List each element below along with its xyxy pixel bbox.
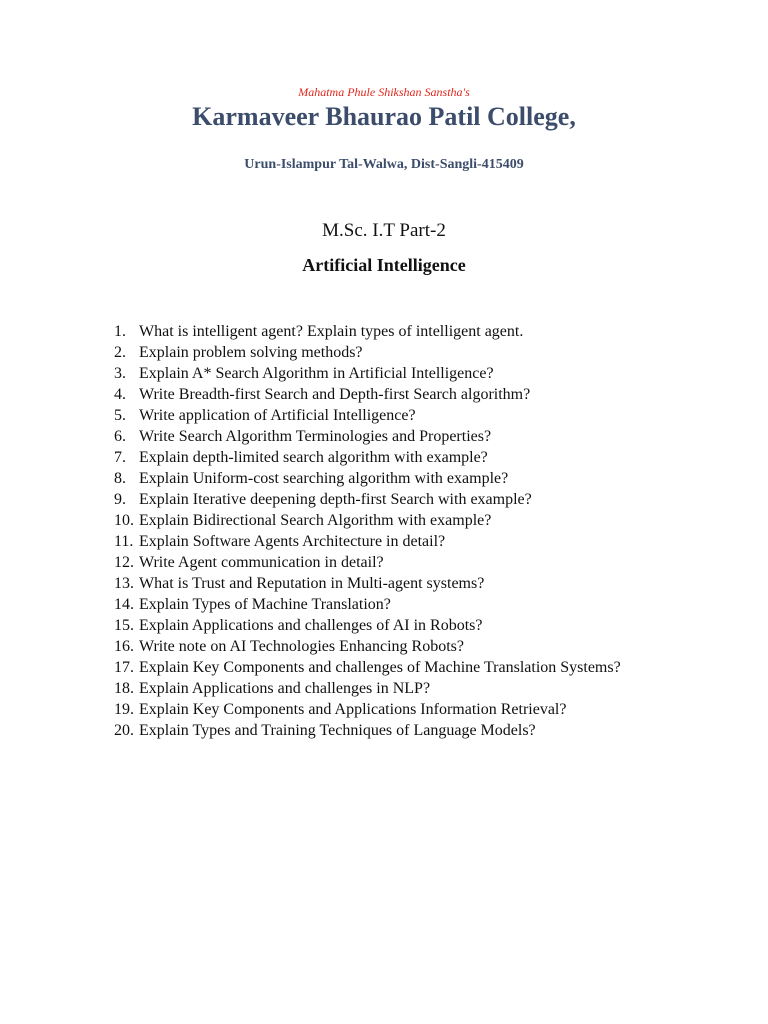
question-text: What is Trust and Reputation in Multi-agent systems? (139, 575, 485, 592)
question-number: 12. (114, 554, 134, 571)
list-item (114, 720, 734, 741)
question-text: Explain Applications and challenges in NLP? (139, 680, 431, 697)
question-number: 16. (114, 638, 134, 655)
question-number: 1. (114, 323, 126, 340)
question-text: Write note on AI Technologies Enhancing Robots? (139, 638, 464, 655)
list-item (114, 426, 734, 447)
list-item (114, 615, 734, 636)
list-item (114, 363, 734, 384)
list-item (114, 657, 734, 678)
subject-title: Artificial Intelligence (302, 255, 466, 275)
question-text: Explain Software Agents Architecture in detail? (139, 533, 446, 550)
question-number: 11. (114, 533, 134, 550)
list-item (114, 594, 734, 615)
question-text: Write application of Artificial Intelligence? (139, 407, 416, 424)
question-text: Explain Types and Training Techniques of Language Models? (139, 722, 536, 739)
question-number: 5. (114, 407, 126, 424)
question-number: 20. (114, 722, 134, 739)
list-item (114, 384, 734, 405)
course-title: M.Sc. I.T Part-2 (322, 220, 446, 241)
list-item (114, 447, 734, 468)
question-number: 6. (114, 428, 126, 445)
college-address: Urun-Islampur Tal-Walwa, Dist-Sangli-415409 (244, 157, 524, 172)
list-item (114, 468, 734, 489)
question-number: 9. (114, 491, 126, 508)
question-number: 13. (114, 575, 134, 592)
question-text: What is intelligent agent? Explain types of intelligent agent. (139, 323, 524, 340)
question-text: Explain problem solving methods? (139, 344, 363, 361)
list-item (114, 573, 734, 594)
question-text: Explain Types of Machine Translation? (139, 596, 391, 613)
question-number: 19. (114, 701, 134, 718)
list-item (114, 552, 734, 573)
question-text: Explain Key Components and challenges of Machine Translation Systems? (139, 659, 621, 676)
list-item (114, 489, 734, 510)
question-number: 10. (114, 512, 134, 529)
question-number: 18. (114, 680, 134, 697)
question-text: Explain Iterative deepening depth-first Search with example? (139, 491, 532, 508)
question-number: 14. (114, 596, 134, 613)
question-number: 8. (114, 470, 126, 487)
question-list (114, 321, 734, 741)
list-item (114, 321, 734, 342)
list-item (114, 636, 734, 657)
question-text: Explain A* Search Algorithm in Artificial Intelligence? (139, 365, 494, 382)
list-item (114, 405, 734, 426)
question-number: 7. (114, 449, 126, 466)
list-item (114, 342, 734, 363)
question-number: 3. (114, 365, 126, 382)
list-item (114, 699, 734, 720)
question-text: Explain depth-limited search algorithm with example? (139, 449, 488, 466)
list-item (114, 510, 734, 531)
question-text: Explain Applications and challenges of AI in Robots? (139, 617, 483, 634)
question-text: Explain Bidirectional Search Algorithm with example? (139, 512, 492, 529)
question-number: 2. (114, 344, 126, 361)
list-item (114, 678, 734, 699)
college-name: Karmaveer Bhaurao Patil College, (192, 102, 576, 131)
question-text: Write Search Algorithm Terminologies and Properties? (139, 428, 492, 445)
question-text: Explain Uniform-cost searching algorithm with example? (139, 470, 509, 487)
question-number: 4. (114, 386, 126, 403)
sanstha-name: Mahatma Phule Shikshan Sanstha's (298, 85, 470, 99)
question-text: Write Agent communication in detail? (139, 554, 384, 571)
question-text: Explain Key Components and Applications Information Retrieval? (139, 701, 567, 718)
question-number: 15. (114, 617, 134, 634)
question-number: 17. (114, 659, 134, 676)
question-text: Write Breadth-first Search and Depth-first Search algorithm? (139, 386, 531, 403)
list-item (114, 531, 734, 552)
